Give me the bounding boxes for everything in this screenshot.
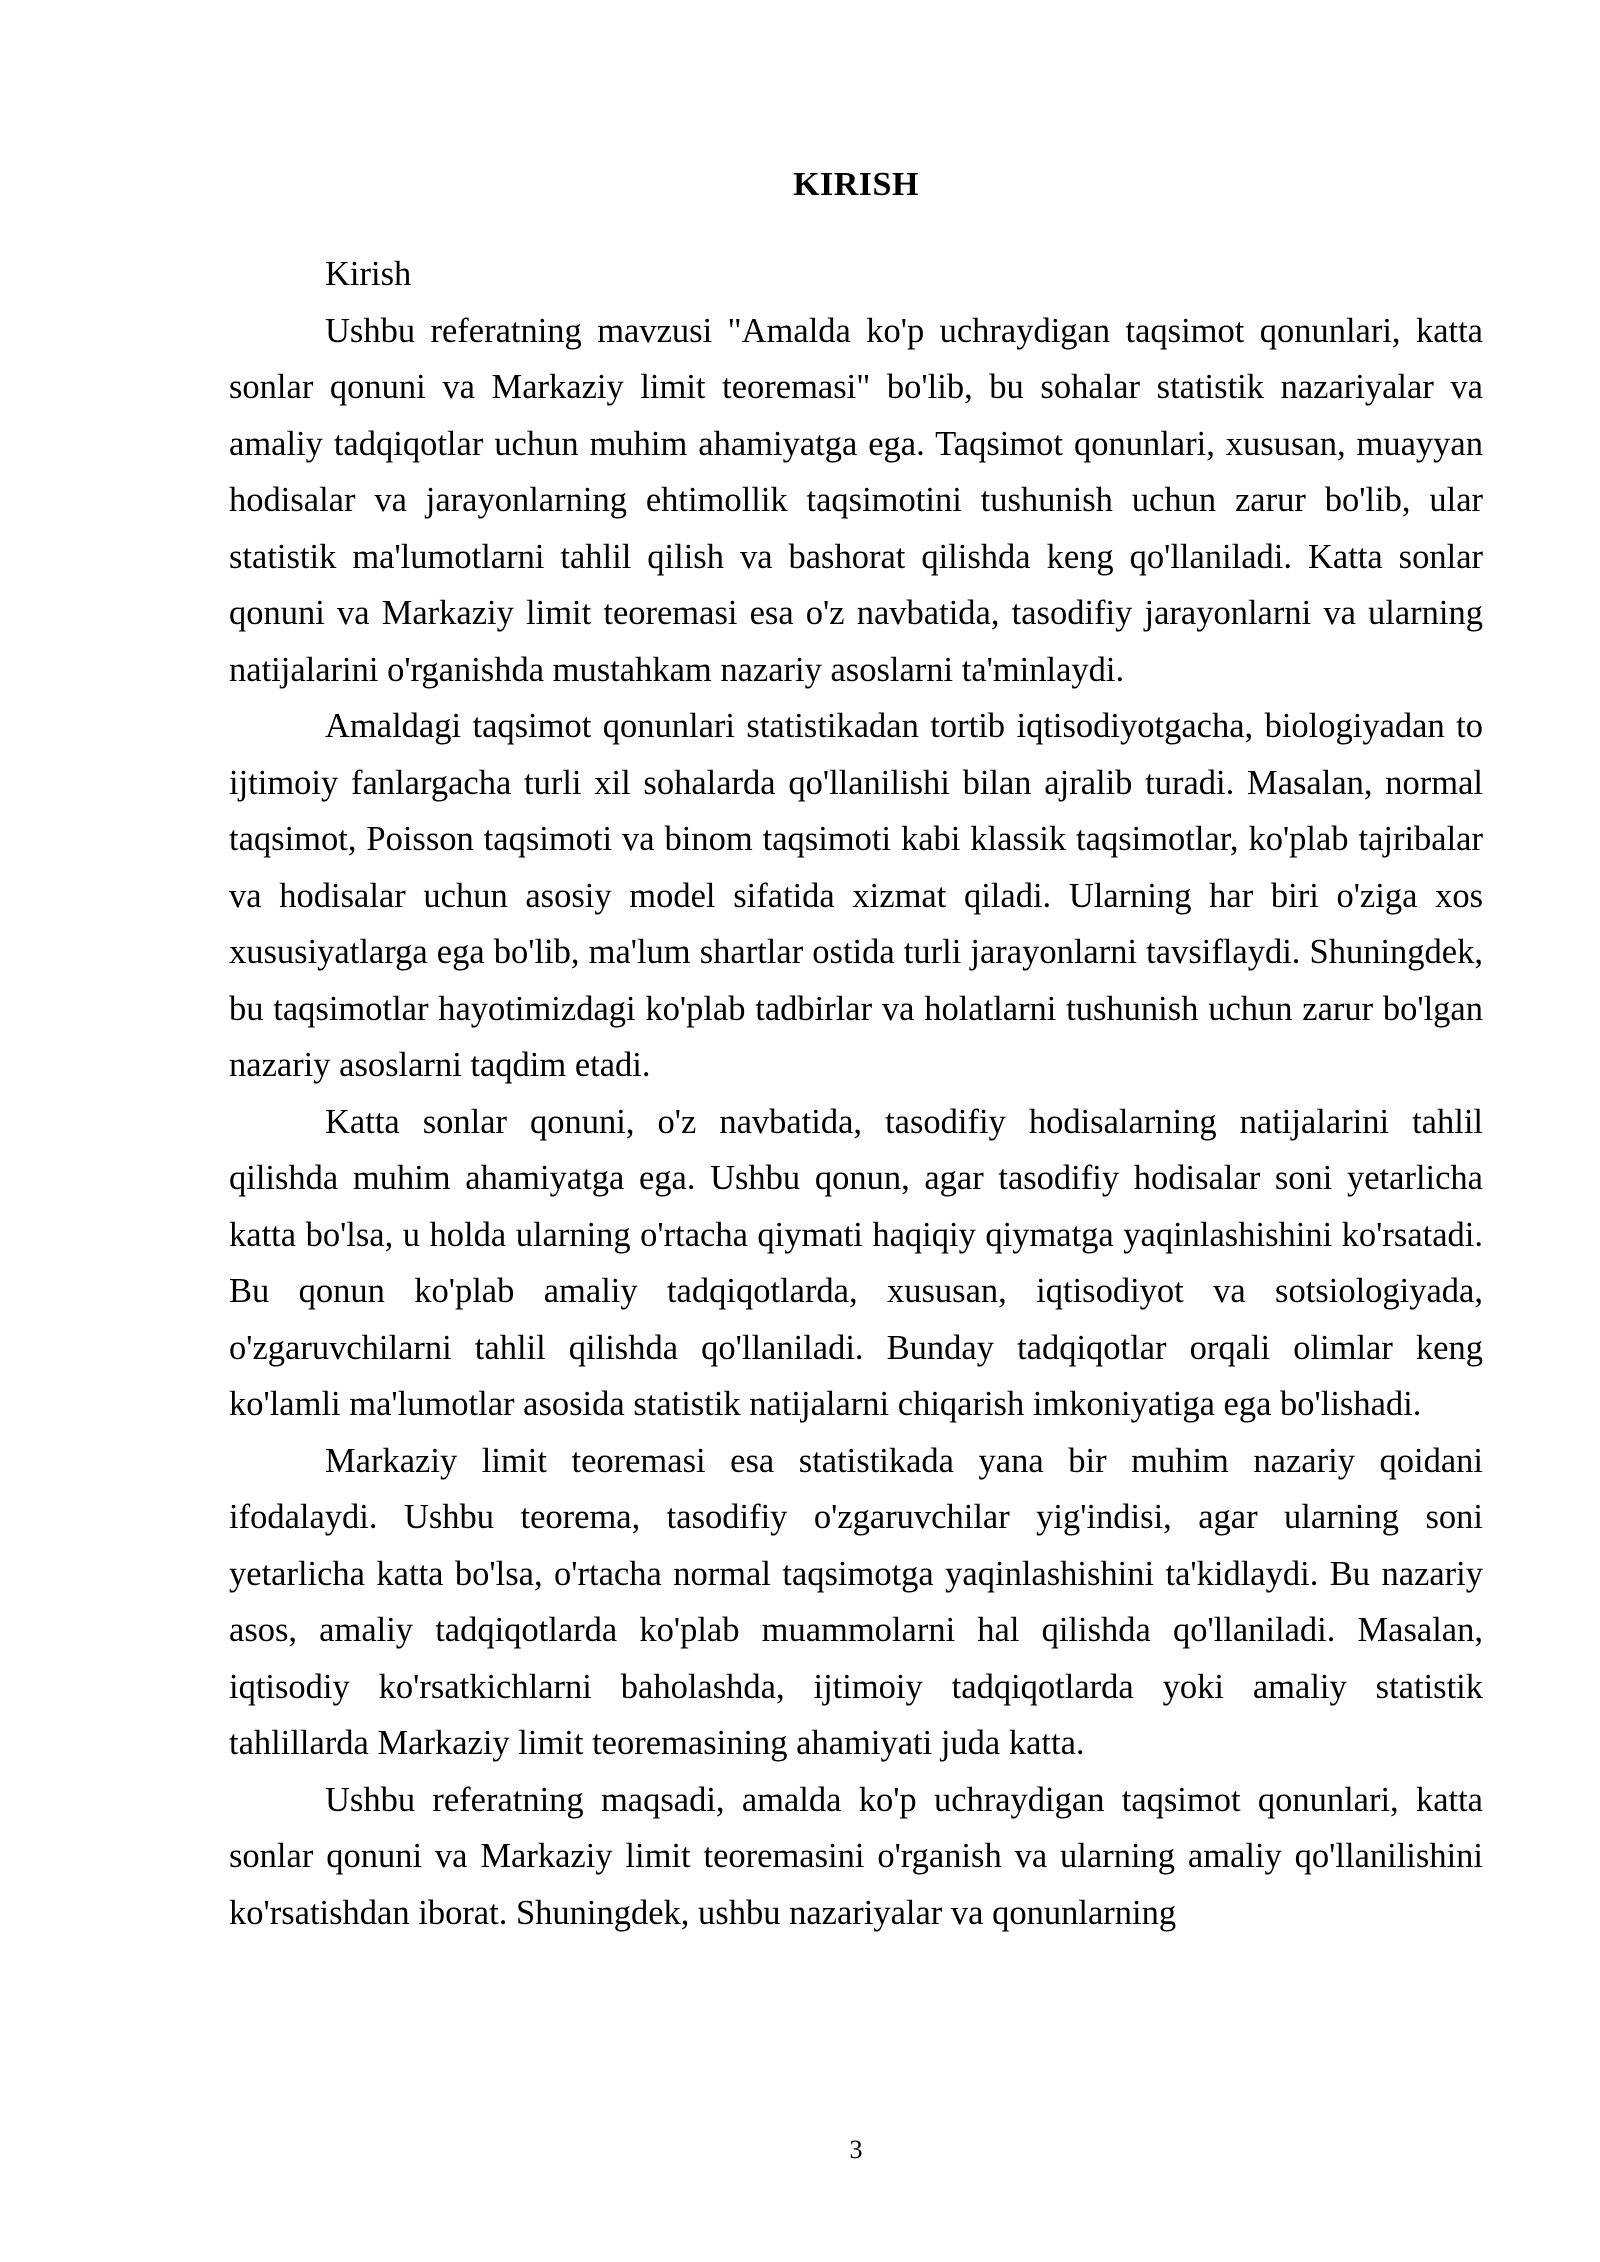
paragraph: Amaldagi taqsimot qonunlari statistikadan tortib iqtisodiyotgacha, biologiyadan to ijtimoiy fanlargacha turli xil sohalarda qo'llanilishi bilan ajralib turadi. Masalan, normal taqsimot, Poisson taqsimoti va binom taqsimoti kabi klassik taqsimotlar, ko'plab tajribalar va hodisalar uchun asosiy model sifatida xizmat qiladi. Ularning har biri o'ziga xos xususiyatlarga ega bo'lib, ma'lum shartlar ostida turli jarayonlarni tavsiflaydi. Shuningdek, bu taqsimotlar hayotimizdagi ko'plab tadbirlar va holatlarni tushunish uchun zarur bo'lgan nazariy asoslarni taqdim etadi.: [229, 707, 1483, 1084]
paragraph: Ushbu referatning maqsadi, amalda ko'p uchraydigan taqsimot qonunlari, katta sonlar qonuni va Markaziy limit teoremasini o'rganish va ularning amaliy qo'llanilishini ko'rsatishdan iborat. Shuningdek, ushbu nazariyalar va qonunlarning: [229, 1780, 1483, 1932]
body-text: [229, 246, 1483, 1941]
section-heading: KIRISH: [793, 166, 919, 203]
paragraph: Katta sonlar qonuni, o'z navbatida, tasodifiy hodisalarning natijalarini tahlil qilishda muhim ahamiyatga ega. Ushbu qonun, agar tasodifiy hodisalar soni yetarlicha katta bo'lsa, u holda ularning o'rtacha qiymati haqiqiy qiymatga yaqinlashishini ko'rsatadi. Bu qonun ko'plab amaliy tadqiqotlarda, xususan, iqtisodiyot va sotsiologiyada, o'zgaruvchilarni tahlil qilishda qo'llaniladi. Bunday tadqiqotlar orqali olimlar keng ko'lamli ma'lumotlar asosida statistik natijalarni chiqarish imkoniyatiga ega bo'lishadi.: [229, 1102, 1483, 1423]
section-subtitle: Kirish: [325, 255, 412, 293]
paragraph: Markaziy limit teoremasi esa statistikada yana bir muhim nazariy qoidani ifodalaydi. Ushbu teorema, tasodifiy o'zgaruvchilar yig'indisi, agar ularning soni yetarlicha katta bo'lsa, o'rtacha normal taqsimotga yaqinlashishini ta'kidlaydi. Bu nazariy asos, amaliy tadqiqotlarda ko'plab muammolarni hal qilishda qo'llaniladi. Masalan, iqtisodiy ko'rsatkichlarni baholashda, ijtimoiy tadqiqotlarda yoki amaliy statistik tahlillarda Markaziy limit teoremasining ahamiyati juda katta.: [229, 1441, 1483, 1762]
page-number: 3: [849, 2135, 863, 2164]
paragraph: Ushbu referatning mavzusi "Amalda ko'p uchraydigan taqsimot qonunlari, katta sonlar qonuni va Markaziy limit teoremasi" bo'lib, bu sohalar statistik nazariyalar va amaliy tadqiqotlar uchun muhim ahamiyatga ega. Taqsimot qonunlari, xususan, muayyan hodisalar va jarayonlarning ehtimollik taqsimotini tushunish uchun zarur bo'lib, ular statistik ma'lumotlarni tahlil qilish va bashorat qilishda keng qo'llaniladi. Katta sonlar qonuni va Markaziy limit teoremasi esa o'z navbatida, tasodifiy jarayonlarni va ularning natijalarini o'rganishda mustahkam nazariy asoslarni ta'minlaydi.: [229, 311, 1483, 689]
